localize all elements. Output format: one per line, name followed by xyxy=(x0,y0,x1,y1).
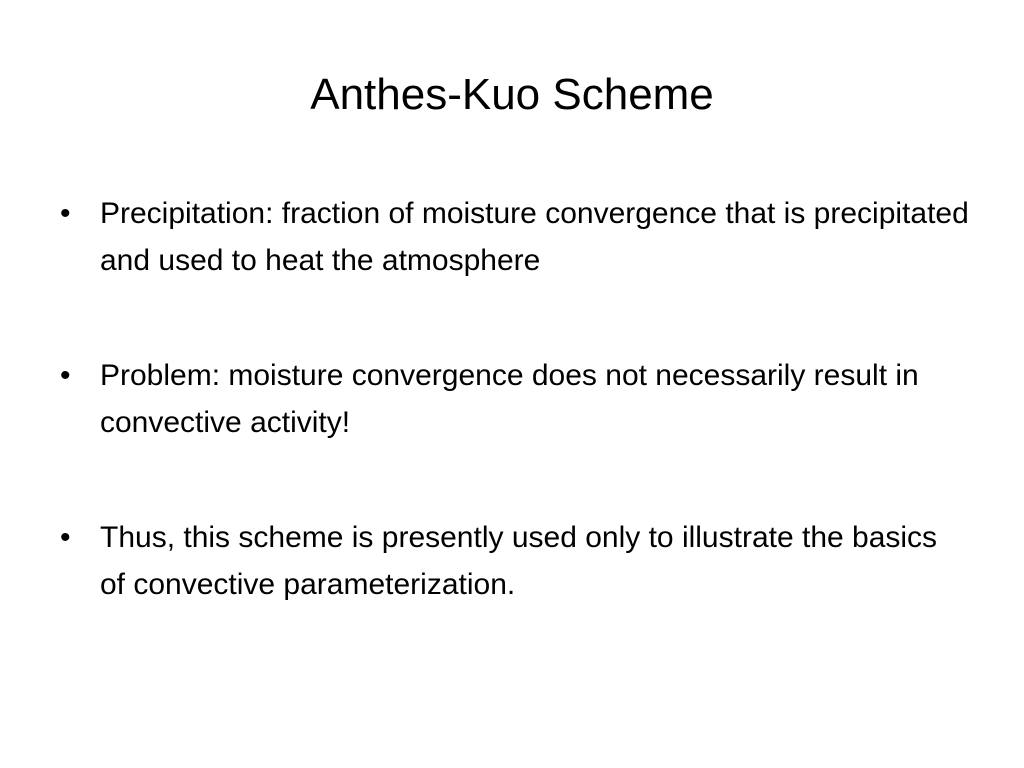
bullet-item xyxy=(60,190,970,284)
bullet-text: Precipitation: fraction of moisture convergence that is precipitated and used to heat the atmosphere xyxy=(100,197,969,277)
slide-title: Anthes-Kuo Scheme xyxy=(310,70,714,119)
bullet-marker: • xyxy=(60,359,71,392)
bullet-item xyxy=(60,352,970,446)
bullet-text: Thus, this scheme is presently used only to illustrate the basics of convective parameterization. xyxy=(100,521,938,601)
bullet-text: Problem: moisture convergence does not necessarily result in convective activity! xyxy=(100,359,919,439)
bullet-marker: • xyxy=(60,197,71,230)
bullet-item xyxy=(60,514,970,608)
bullet-list xyxy=(60,190,970,676)
bullet-marker: • xyxy=(60,521,71,554)
